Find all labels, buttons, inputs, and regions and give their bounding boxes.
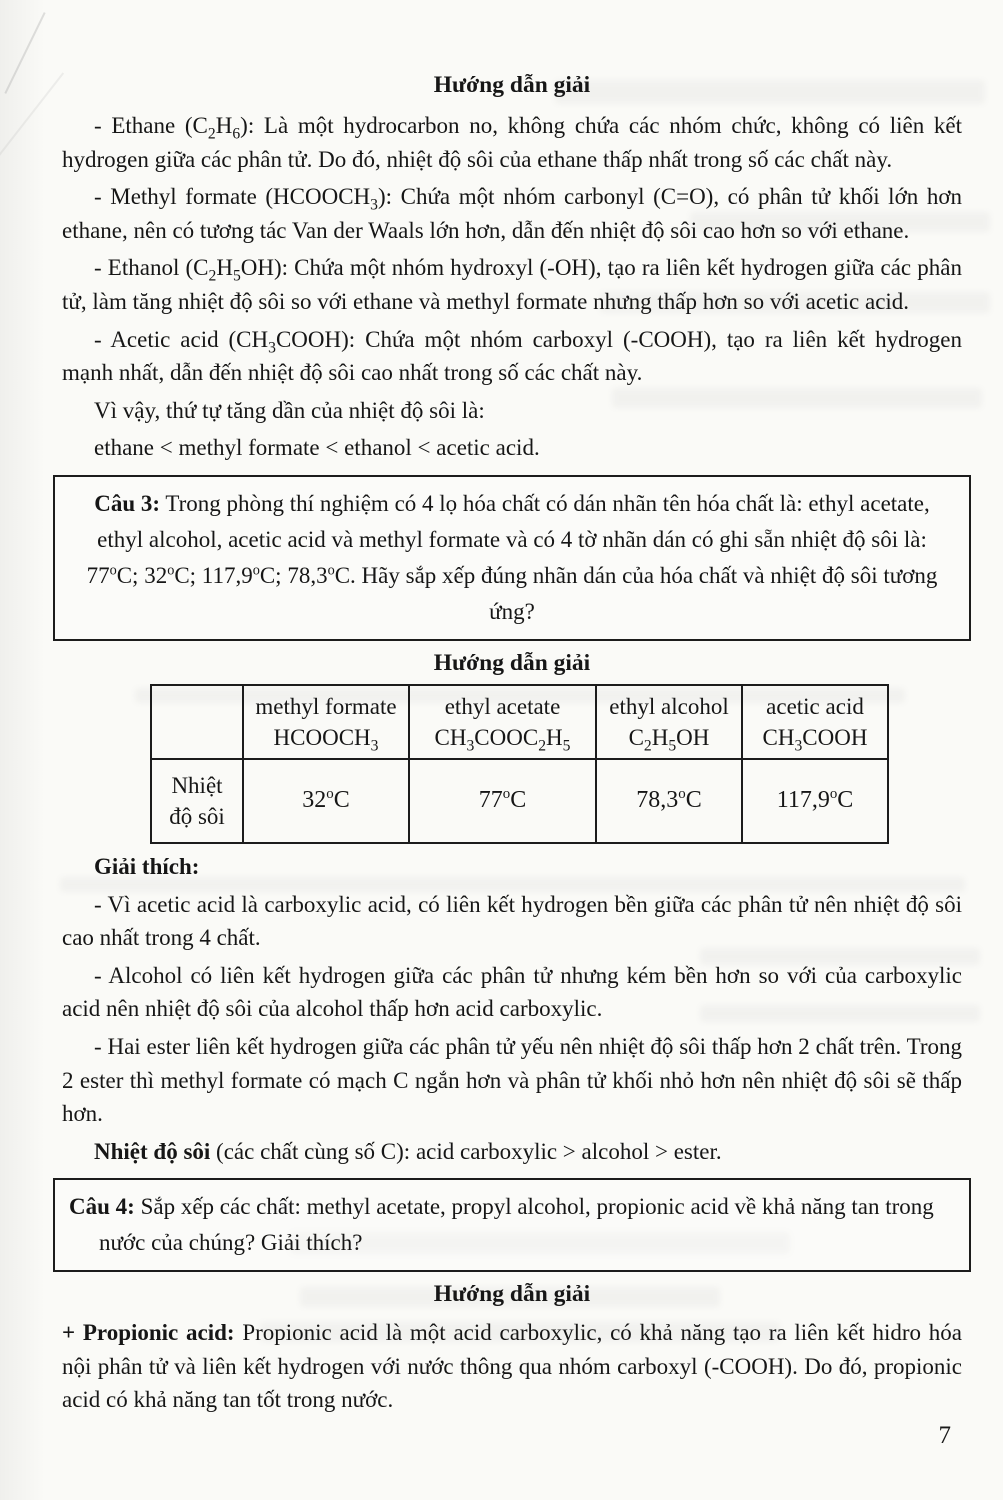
- explain-heading: Giải thích:: [94, 853, 200, 879]
- question-3-text: Câu 3: Trong phòng thí nghiệm có 4 lọ hóa chất có dán nhãn tên hóa chất là: ethyl acetate, ethyl alcohol, acetic acid và methyl formate và có 4 tờ nhãn dán có ghi sẵn nhiệt độ sôi là: 77$^o$C; 32$^o$C; 117,9$^o$C; 78,3$^o$C. Hãy sắp xếp đúng nhãn dán của hóa chất và nhiệt độ sôi tương ứng?: [86, 490, 938, 624]
- paragraph-methyl-formate: - Methyl formate $(HCOOCH_3)$: Chứa một nhóm carbonyl (C=O), có phân tử khối lớn hơn ethane, nên có tương tác Van der Waals lớn hơn, dẫn đến nhiệt độ sôi cao hơn so với ethane.: [62, 184, 962, 243]
- chemical-formula: $HCOOCH_3$: [273, 724, 379, 755]
- boiling-point-cell: 117,9$^o$C: [742, 759, 888, 843]
- chemical-formula: $C_2H_5OH$: [628, 724, 710, 755]
- page-number: 7: [938, 1422, 951, 1449]
- question-4-box: [53, 1178, 971, 1272]
- chemical-name: methyl formate: [255, 693, 397, 719]
- table-header-cell: [596, 685, 742, 759]
- paragraph-conclusion-intro: Vì vậy, thứ tự tăng dần của nhiệt độ sôi là:: [94, 397, 485, 423]
- row-label-cell: Nhiệt độ sôi: [151, 759, 243, 843]
- boiling-point-rule: Nhiệt độ sôi (các chất cùng số C): acid carboxylic > alcohol > ester.: [94, 1138, 722, 1164]
- table-data-row: [151, 759, 888, 843]
- paragraph-acetic-acid: - Acetic acid $(CH_3COOH)$: Chứa một nhóm carboxyl (-COOH), tạo ra liên kết hydrogen mạnh nhất, dẫn đến nhiệt độ sôi cao nhất trong số các chất này.: [62, 326, 962, 386]
- table-header-row: [151, 685, 888, 759]
- question-4-text: Câu 4: Sắp xếp các chất: methyl acetate, propyl alcohol, propionic acid về khả năng tan trong nước của chúng? Giải thích?: [69, 1194, 934, 1256]
- table-header-cell: [742, 685, 888, 759]
- table-corner-cell: [151, 685, 243, 759]
- boiling-point-cell: 78,3$^o$C: [596, 759, 742, 843]
- boiling-point-table: [150, 684, 889, 844]
- chemical-name: ethyl alcohol: [609, 693, 729, 719]
- paragraph-ethanol: - Ethanol $(C_2H_5OH)$: Chứa một nhóm hydroxyl (-OH), tạo ra liên kết hydrogen giữa các phân tử, làm tăng nhiệt độ sôi so với ethane và methyl formate nhưng thấp hơn so với acetic acid.: [62, 255, 962, 314]
- paragraph-propionic-acid: + Propionic acid: Propionic acid là một acid carboxylic, có khả năng tạo ra liên kết hidro hóa nội phân tử và liên kết hydrogen với nước thông qua nhóm carboxyl (-COOH). Do đó, propionic acid có khả năng tan tốt trong nước.: [62, 1320, 962, 1413]
- solution-heading: Hướng dẫn giải: [433, 72, 591, 98]
- chemical-formula: $CH_3COOH$: [762, 724, 868, 755]
- page-content: [62, 70, 962, 1421]
- question-3-box: [53, 475, 971, 641]
- solution-heading: Hướng dẫn giải: [433, 649, 591, 676]
- scan-scratch-artifact: [4, 12, 45, 94]
- paragraph-boiling-order: ethane < methyl formate < ethanol < acetic acid.: [94, 435, 540, 461]
- explain-acetic: - Vì acetic acid là carboxylic acid, có liên kết hydrogen bền giữa các phân tử nên nhiệt độ sôi cao nhất trong 4 chất.: [62, 891, 962, 951]
- paragraph-ethane: - Ethane $(C_2H_6)$: Là một hydrocarbon no, không chứa các nhóm chức, không có liên kết hydrogen giữa các phân tử. Do đó, nhiệt độ sôi của ethane thấp nhất trong số các chất này.: [62, 113, 963, 172]
- explain-alcohol: - Alcohol có liên kết hydrogen giữa các phân tử nhưng kém bền hơn so với của carboxylic acid nên nhiệt độ sôi của alcohol thấp hơn acid carboxylic.: [62, 962, 962, 1022]
- explain-esters: - Hai ester liên kết hydrogen giữa các phân tử yếu nên nhiệt độ sôi thấp hơn 2 chất trên. Trong 2 ester thì methyl formate có mạch C ngắn hơn và phân tử khối nhỏ hơn nên nhiệt độ sôi sẽ thấp hơn.: [62, 1033, 962, 1127]
- chemical-name: ethyl acetate: [444, 693, 561, 719]
- scan-scratch-artifact: [0, 72, 64, 207]
- boiling-point-cell: 77$^o$C: [409, 759, 596, 843]
- table-header-cell: [243, 685, 409, 759]
- chemical-formula: $CH_3COOC_2H_5$: [434, 724, 571, 755]
- chemical-name: acetic acid: [766, 693, 864, 719]
- boiling-point-cell: 32$^o$C: [243, 759, 409, 843]
- solution-heading: Hướng dẫn giải: [433, 1281, 591, 1308]
- table-header-cell: [409, 685, 596, 759]
